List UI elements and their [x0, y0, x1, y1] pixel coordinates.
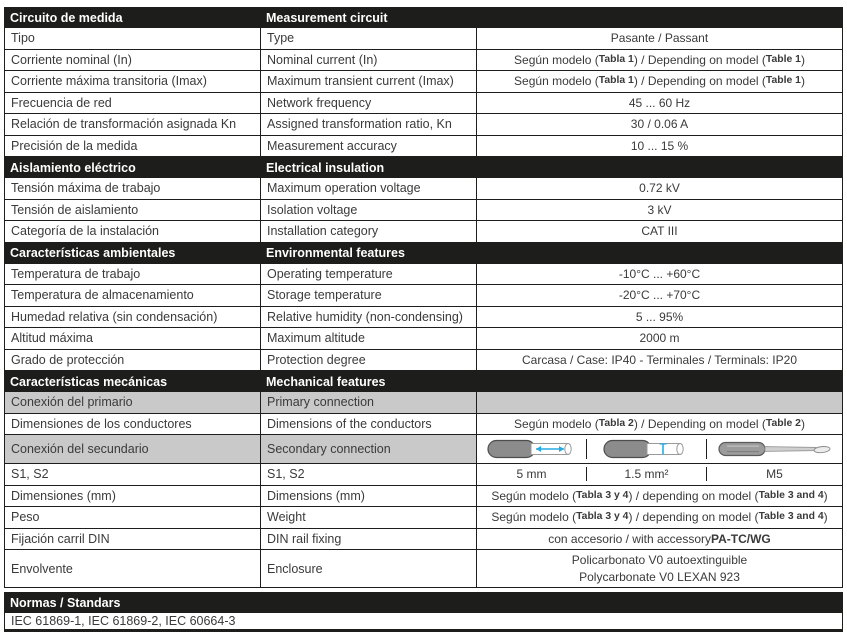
standards-table [4, 592, 843, 632]
spec-value: -20°C ... +70°C [618, 288, 701, 303]
spec-label-en: Storage temperature [261, 285, 477, 306]
spec-label-es: Grado de protección [5, 350, 261, 371]
spec-label-en: Relative humidity (non-condensing) [261, 307, 477, 328]
spec-label-en: Secondary connection [261, 435, 477, 463]
spec-value: Según modelo ( Tabla 3 y 4 ) / depending on model ( Table 3 and 4 ) [491, 488, 828, 503]
spec-subvalue: M5 [707, 467, 842, 481]
section-header-en: Electrical insulation [266, 160, 385, 175]
connection-image-cell [707, 439, 842, 459]
spec-row [4, 114, 843, 136]
connection-image-cell [477, 439, 587, 459]
spec-label-en: Operating temperature [261, 264, 477, 285]
spec-label-en: Dimensions (mm) [261, 486, 477, 507]
spec-row [4, 221, 843, 243]
spec-label-es: Temperatura de trabajo [5, 264, 261, 285]
spec-label-es: Corriente máxima transitoria (Imax) [5, 71, 261, 92]
spec-label-en: Measurement accuracy [261, 136, 477, 157]
spec-label-es: Altitud máxima [5, 328, 261, 349]
standards-header-label: Normas / Standars [10, 595, 121, 610]
section-header-es: Características mecánicas [10, 374, 168, 389]
spec-row [4, 392, 843, 414]
section-header-electrical-insulation [4, 157, 843, 178]
section-header-es: Características ambientales [10, 246, 176, 260]
section-header-en: Measurement circuit [266, 10, 388, 25]
spec-subvalue: 5 mm [477, 467, 587, 481]
spec-value [477, 392, 842, 413]
spec-value: CAT III [641, 224, 678, 239]
spec-value: 2000 m [639, 331, 680, 346]
spec-value: Carcasa / Case: IP40 - Terminales / Terminals: IP20 [521, 352, 797, 367]
spec-row [4, 71, 843, 93]
section-header-en: Mechanical features [266, 374, 386, 389]
spec-row [4, 28, 843, 50]
standards-header-band [4, 592, 843, 613]
spec-table [4, 7, 843, 588]
spec-label-es: Humedad relativa (sin condensación) [5, 307, 261, 328]
spec-row [4, 285, 843, 307]
spec-label-es: Envolvente [5, 550, 261, 587]
standards-value: IEC 61869-1, IEC 61869-2, IEC 60664-3 [11, 614, 236, 628]
spec-row [4, 50, 843, 72]
spec-label-en: Installation category [261, 221, 477, 242]
spec-value: 5 ... 95% [635, 309, 684, 324]
spec-row [4, 435, 843, 464]
spec-label-en: Assigned transformation ratio, Kn [261, 114, 477, 135]
spec-label-en: S1, S2 [261, 464, 477, 485]
spec-value [477, 464, 842, 485]
connection-image-cell [587, 439, 707, 459]
spec-value: con accesorio / with accessory PA-TC/WG [548, 531, 771, 546]
spec-row [4, 414, 843, 436]
spec-label-en: Primary connection [261, 392, 477, 413]
spec-row [4, 486, 843, 508]
spec-row [4, 550, 843, 588]
spec-value: 45 ... 60 Hz [628, 95, 691, 110]
spec-value: Según modelo ( Tabla 3 y 4 ) / depending on model ( Table 3 and 4 ) [491, 510, 828, 525]
spec-row [4, 264, 843, 286]
section-header-en: Environmental features [266, 246, 405, 260]
spec-label-es: Relación de transformación asignada Kn [5, 114, 261, 135]
spec-label-es: Dimensiones de los conductores [5, 414, 261, 435]
spec-row [4, 464, 843, 486]
section-header-es: Circuito de medida [10, 10, 123, 25]
section-header-measurement-circuit [4, 7, 843, 28]
spec-label-es: Frecuencia de red [5, 93, 261, 114]
spec-label-es: Corriente nominal (In) [5, 50, 261, 71]
spec-label-es: Conexión del secundario [5, 435, 261, 463]
spec-label-es: Dimensiones (mm) [5, 486, 261, 507]
spec-value: Según modelo ( Tabla 1 ) / Depending on model ( Table 1 ) [514, 52, 805, 67]
spec-label-en: Isolation voltage [261, 200, 477, 221]
section-header-es: Aislamiento eléctrico [10, 160, 136, 175]
spec-row [4, 529, 843, 551]
spec-label-en: Network frequency [261, 93, 477, 114]
spec-value [477, 435, 842, 463]
spec-label-en: Dimensions of the conductors [261, 414, 477, 435]
spec-value: Pasante / Passant [610, 31, 709, 46]
spec-row [4, 93, 843, 115]
spec-row [4, 350, 843, 372]
spec-label-es: Fijación carril DIN [5, 529, 261, 550]
section-header-environmental-features [4, 243, 843, 264]
standards-row [4, 613, 843, 632]
spec-label-en: Enclosure [261, 550, 477, 587]
spec-label-es: Precisión de la medida [5, 136, 261, 157]
ferrule-wire-icon [603, 439, 691, 459]
spec-label-es: Tipo [5, 28, 261, 49]
spec-label-en: Maximum operation voltage [261, 178, 477, 199]
screwdriver-icon [715, 439, 835, 459]
spec-label-es: Categoría de la instalación [5, 221, 261, 242]
spec-label-es: Conexión del primario [5, 392, 261, 413]
spec-row [4, 200, 843, 222]
spec-value: Según modelo ( Tabla 2 ) / Depending on model ( Table 2 ) [514, 416, 805, 431]
spec-label-en: Protection degree [261, 350, 477, 371]
spec-row [4, 178, 843, 200]
spec-subvalue: 1.5 mm² [587, 467, 707, 481]
spec-label-en: Type [261, 28, 477, 49]
spec-label-en: Maximum transient current (Imax) [261, 71, 477, 92]
spec-label-en: DIN rail fixing [261, 529, 477, 550]
spec-label-en: Maximum altitude [261, 328, 477, 349]
spec-value: -10°C ... +60°C [618, 266, 701, 281]
spec-row [4, 307, 843, 329]
spec-row [4, 507, 843, 529]
spec-value: Policarbonato V0 autoextinguible Polycarbonate V0 LEXAN 923 [571, 553, 748, 584]
spec-value: Según modelo ( Tabla 1 ) / Depending on model ( Table 1 ) [514, 74, 805, 89]
stripped-wire-icon [487, 439, 577, 459]
spec-label-en: Nominal current (In) [261, 50, 477, 71]
spec-label-es: S1, S2 [5, 464, 261, 485]
section-header-mechanical-features [4, 371, 843, 392]
spec-value: 0.72 kV [639, 181, 680, 196]
spec-value: 3 kV [647, 202, 672, 217]
spec-row [4, 328, 843, 350]
spec-label-es: Tensión máxima de trabajo [5, 178, 261, 199]
spec-row [4, 136, 843, 158]
spec-value: 10 ... 15 % [630, 138, 689, 153]
spec-label-es: Tensión de aislamiento [5, 200, 261, 221]
spec-label-es: Peso [5, 507, 261, 528]
spec-value: 30 / 0.06 A [630, 117, 689, 132]
spec-label-es: Temperatura de almacenamiento [5, 285, 261, 306]
spec-label-en: Weight [261, 507, 477, 528]
